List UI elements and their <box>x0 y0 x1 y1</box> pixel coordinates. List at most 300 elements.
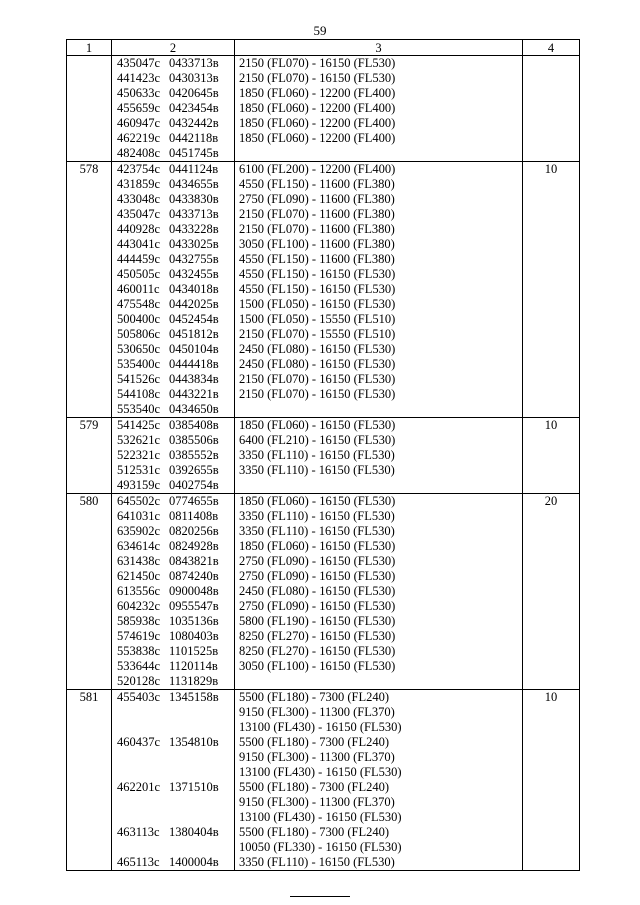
coordinates-cell <box>112 494 235 510</box>
coordinates-cell <box>112 222 235 237</box>
coordinates-cell <box>112 71 235 86</box>
column-header-1: 1 <box>67 40 112 56</box>
count-cell: 10 <box>523 418 580 434</box>
count-cell: 10 <box>523 162 580 178</box>
table-row <box>67 162 580 178</box>
count-cell <box>523 207 580 222</box>
table-row <box>67 780 580 795</box>
latitude-value: 641031с <box>117 509 161 523</box>
coordinates-cell <box>112 569 235 584</box>
coordinates-cell <box>112 86 235 101</box>
coordinates-cell <box>112 810 235 825</box>
latitude-value: 585938с <box>117 614 161 628</box>
latitude-value: 443041с <box>117 237 161 251</box>
longitude-value: 0433830в <box>169 192 219 206</box>
zone-number-cell <box>67 735 112 750</box>
zone-number-cell <box>67 629 112 644</box>
altitude-range-cell: 5500 (FL180) - 7300 (FL240) <box>235 780 523 795</box>
longitude-value: 0774655в <box>169 494 219 508</box>
altitude-range-cell: 4550 (FL150) - 16150 (FL530) <box>235 267 523 282</box>
table-row <box>67 56 580 72</box>
longitude-value: 0432755в <box>169 252 219 266</box>
coordinates-cell <box>112 614 235 629</box>
table-row <box>67 644 580 659</box>
altitude-range-cell: 5500 (FL180) - 7300 (FL240) <box>235 825 523 840</box>
table-row <box>67 765 580 780</box>
count-cell <box>523 599 580 614</box>
table-row <box>67 207 580 222</box>
latitude-value: 441423с <box>117 71 161 85</box>
altitude-range-cell: 2150 (FL070) - 16150 (FL530) <box>235 387 523 402</box>
count-cell <box>523 101 580 116</box>
coordinates-cell <box>112 131 235 146</box>
latitude-value: 645502с <box>117 494 161 508</box>
longitude-value: 1080403в <box>169 629 219 643</box>
coordinates-cell <box>112 750 235 765</box>
zone-number-cell <box>67 131 112 146</box>
latitude-value: 532621с <box>117 433 161 447</box>
altitude-range-cell: 8250 (FL270) - 16150 (FL530) <box>235 644 523 659</box>
longitude-value: 0420645в <box>169 86 219 100</box>
coordinates-cell <box>112 629 235 644</box>
count-cell <box>523 840 580 855</box>
coordinates-cell <box>112 56 235 72</box>
zone-number-cell <box>67 765 112 780</box>
altitude-range-cell: 2750 (FL090) - 16150 (FL530) <box>235 569 523 584</box>
longitude-value: 0432455в <box>169 267 219 281</box>
table-row <box>67 659 580 674</box>
count-cell <box>523 71 580 86</box>
latitude-value: 553838с <box>117 644 161 658</box>
altitude-range-cell <box>235 402 523 418</box>
altitude-range-cell: 2450 (FL080) - 16150 (FL530) <box>235 357 523 372</box>
latitude-value: 493159с <box>117 478 161 492</box>
coordinates-cell <box>112 237 235 252</box>
altitude-range-cell: 5500 (FL180) - 7300 (FL240) <box>235 735 523 750</box>
longitude-value: 0441124в <box>169 162 219 176</box>
longitude-value: 0442025в <box>169 297 219 311</box>
zone-number-cell <box>67 509 112 524</box>
altitude-range-cell: 1850 (FL060) - 12200 (FL400) <box>235 86 523 101</box>
latitude-value: 475548с <box>117 297 161 311</box>
table-row <box>67 855 580 871</box>
altitude-range-cell: 13100 (FL430) - 16150 (FL530) <box>235 720 523 735</box>
zone-number-cell <box>67 327 112 342</box>
count-cell <box>523 735 580 750</box>
latitude-value: 634614с <box>117 539 161 553</box>
zone-number-cell <box>67 780 112 795</box>
longitude-value: 1371510в <box>169 780 219 794</box>
count-cell <box>523 614 580 629</box>
longitude-value: 0385408в <box>169 418 219 432</box>
longitude-value: 0423454в <box>169 101 219 115</box>
zone-number-cell <box>67 192 112 207</box>
count-cell <box>523 433 580 448</box>
count-cell <box>523 795 580 810</box>
zone-number-cell <box>67 539 112 554</box>
altitude-range-cell <box>235 478 523 494</box>
latitude-value: 440928с <box>117 222 161 236</box>
longitude-value: 0900048в <box>169 584 219 598</box>
altitude-range-cell: 8250 (FL270) - 16150 (FL530) <box>235 629 523 644</box>
count-cell: 20 <box>523 494 580 510</box>
table-row <box>67 614 580 629</box>
zone-number-cell <box>67 71 112 86</box>
coordinates-cell <box>112 116 235 131</box>
altitude-range-cell: 13100 (FL430) - 16150 (FL530) <box>235 810 523 825</box>
table-row <box>67 146 580 162</box>
coordinates-cell <box>112 312 235 327</box>
count-cell: 10 <box>523 690 580 706</box>
zone-number-cell <box>67 282 112 297</box>
count-cell <box>523 554 580 569</box>
coordinates-cell <box>112 705 235 720</box>
column-header-4: 4 <box>523 40 580 56</box>
altitude-range-cell: 1850 (FL060) - 16150 (FL530) <box>235 494 523 510</box>
table-row <box>67 478 580 494</box>
table-row <box>67 494 580 510</box>
longitude-value: 0430313в <box>169 71 219 85</box>
latitude-value: 460437с <box>117 735 161 749</box>
altitude-range-cell: 3350 (FL110) - 16150 (FL530) <box>235 509 523 524</box>
altitude-range-cell: 1850 (FL060) - 12200 (FL400) <box>235 131 523 146</box>
coordinates-cell <box>112 584 235 599</box>
altitude-range-cell: 6400 (FL210) - 16150 (FL530) <box>235 433 523 448</box>
zone-number-cell <box>67 252 112 267</box>
table-row <box>67 524 580 539</box>
count-cell <box>523 659 580 674</box>
zone-number-cell <box>67 357 112 372</box>
latitude-value: 431859с <box>117 177 161 191</box>
count-cell <box>523 629 580 644</box>
altitude-range-cell: 1500 (FL050) - 16150 (FL530) <box>235 297 523 312</box>
longitude-value: 0820256в <box>169 524 219 538</box>
table-row <box>67 297 580 312</box>
zone-number-cell <box>67 433 112 448</box>
longitude-value: 0824928в <box>169 539 219 553</box>
zone-number-cell <box>67 825 112 840</box>
table-row <box>67 539 580 554</box>
zone-number-cell <box>67 387 112 402</box>
table-row <box>67 177 580 192</box>
table-row <box>67 387 580 402</box>
count-cell <box>523 402 580 418</box>
count-cell <box>523 237 580 252</box>
zone-number-cell <box>67 855 112 871</box>
longitude-value: 0385552в <box>169 448 219 462</box>
altitude-range-cell: 10050 (FL330) - 16150 (FL530) <box>235 840 523 855</box>
latitude-value: 535400с <box>117 357 161 371</box>
table-row <box>67 116 580 131</box>
table-row <box>67 735 580 750</box>
coordinates-cell <box>112 690 235 706</box>
coordinates-cell <box>112 192 235 207</box>
coordinates-cell <box>112 357 235 372</box>
zone-number-cell <box>67 101 112 116</box>
zone-number-cell <box>67 86 112 101</box>
altitude-range-cell: 2150 (FL070) - 16150 (FL530) <box>235 56 523 72</box>
table-row <box>67 192 580 207</box>
coordinates-cell <box>112 418 235 434</box>
coordinates-cell <box>112 780 235 795</box>
table-row <box>67 690 580 706</box>
header-row <box>67 40 580 56</box>
count-cell <box>523 825 580 840</box>
zone-number-cell: 580 <box>67 494 112 510</box>
latitude-value: 520128с <box>117 674 161 688</box>
latitude-value: 574619с <box>117 629 161 643</box>
coordinates-cell <box>112 162 235 178</box>
coordinates-cell <box>112 539 235 554</box>
column-header-3: 3 <box>235 40 523 56</box>
longitude-value: 0443221в <box>169 387 219 401</box>
zone-number-cell <box>67 342 112 357</box>
longitude-value: 0433228в <box>169 222 219 236</box>
count-cell <box>523 539 580 554</box>
zone-number-cell <box>67 297 112 312</box>
coordinates-cell <box>112 478 235 494</box>
longitude-value: 0432442в <box>169 116 219 130</box>
altitude-range-cell: 3350 (FL110) - 16150 (FL530) <box>235 524 523 539</box>
coordinates-cell <box>112 372 235 387</box>
longitude-value: 0434650в <box>169 402 219 416</box>
count-cell <box>523 252 580 267</box>
altitude-range-cell: 1850 (FL060) - 12200 (FL400) <box>235 101 523 116</box>
altitude-range-cell: 2450 (FL080) - 16150 (FL530) <box>235 584 523 599</box>
count-cell <box>523 584 580 599</box>
zone-number-cell <box>67 614 112 629</box>
latitude-value: 621450с <box>117 569 161 583</box>
coordinates-cell <box>112 855 235 871</box>
longitude-value: 1380404в <box>169 825 219 839</box>
table-row <box>67 795 580 810</box>
zone-number-cell <box>67 463 112 478</box>
altitude-range-cell: 1850 (FL060) - 12200 (FL400) <box>235 116 523 131</box>
latitude-value: 450633с <box>117 86 161 100</box>
count-cell <box>523 720 580 735</box>
latitude-value: 423754с <box>117 162 161 176</box>
latitude-value: 435047с <box>117 56 161 70</box>
latitude-value: 463113с <box>117 825 160 839</box>
latitude-value: 433048с <box>117 192 161 206</box>
count-cell <box>523 524 580 539</box>
zone-number-cell <box>67 402 112 418</box>
count-cell <box>523 765 580 780</box>
count-cell <box>523 222 580 237</box>
zone-number-cell <box>67 569 112 584</box>
table-row <box>67 629 580 644</box>
table-row <box>67 71 580 86</box>
zone-number-cell: 581 <box>67 690 112 706</box>
latitude-value: 604232с <box>117 599 161 613</box>
table-row <box>67 509 580 524</box>
coordinates-cell <box>112 267 235 282</box>
coordinates-cell <box>112 765 235 780</box>
zone-number-cell <box>67 146 112 162</box>
table-row <box>67 825 580 840</box>
coordinates-cell <box>112 674 235 690</box>
table-row <box>67 674 580 690</box>
latitude-value: 455659с <box>117 101 161 115</box>
table-row <box>67 357 580 372</box>
table-row <box>67 750 580 765</box>
count-cell <box>523 342 580 357</box>
longitude-value: 0451745в <box>169 146 219 160</box>
coordinates-cell <box>112 327 235 342</box>
zone-number-cell <box>67 116 112 131</box>
table-row <box>67 840 580 855</box>
latitude-value: 553540с <box>117 402 161 416</box>
altitude-range-cell: 9150 (FL300) - 11300 (FL370) <box>235 795 523 810</box>
altitude-range-cell: 6100 (FL200) - 12200 (FL400) <box>235 162 523 178</box>
count-cell <box>523 327 580 342</box>
altitude-range-cell: 3350 (FL110) - 16150 (FL530) <box>235 855 523 871</box>
altitude-range-cell: 2750 (FL090) - 16150 (FL530) <box>235 599 523 614</box>
longitude-value: 0385506в <box>169 433 219 447</box>
coordinates-cell <box>112 463 235 478</box>
zone-number-cell <box>67 840 112 855</box>
table-row <box>67 569 580 584</box>
zone-number-cell <box>67 750 112 765</box>
table-row <box>67 584 580 599</box>
latitude-value: 460011с <box>117 282 160 296</box>
longitude-value: 0442118в <box>169 131 219 145</box>
zone-number-cell <box>67 312 112 327</box>
table-row <box>67 312 580 327</box>
latitude-value: 462201с <box>117 780 161 794</box>
longitude-value: 1354810в <box>169 735 219 749</box>
table-row <box>67 418 580 434</box>
coordinates-cell <box>112 207 235 222</box>
altitude-range-cell: 1850 (FL060) - 16150 (FL530) <box>235 539 523 554</box>
table-row <box>67 267 580 282</box>
coordinates-cell <box>112 387 235 402</box>
latitude-value: 533644с <box>117 659 161 673</box>
longitude-value: 0450104в <box>169 342 219 356</box>
count-cell <box>523 705 580 720</box>
longitude-value: 0433713в <box>169 56 219 70</box>
table-row <box>67 252 580 267</box>
zone-number-cell: 579 <box>67 418 112 434</box>
longitude-value: 1400004в <box>169 855 219 869</box>
altitude-range-cell: 2750 (FL090) - 11600 (FL380) <box>235 192 523 207</box>
count-cell <box>523 297 580 312</box>
latitude-value: 613556с <box>117 584 161 598</box>
count-cell <box>523 116 580 131</box>
altitude-range-cell: 3050 (FL100) - 16150 (FL530) <box>235 659 523 674</box>
coordinates-cell <box>112 524 235 539</box>
table-row <box>67 402 580 418</box>
latitude-value: 455403с <box>117 690 161 704</box>
zone-number-cell <box>67 720 112 735</box>
coordinates-cell <box>112 644 235 659</box>
count-cell <box>523 387 580 402</box>
coordinates-cell <box>112 448 235 463</box>
coordinates-cell <box>112 177 235 192</box>
zone-number-cell <box>67 207 112 222</box>
longitude-value: 0433025в <box>169 237 219 251</box>
latitude-value: 450505с <box>117 267 161 281</box>
coordinates-cell <box>112 342 235 357</box>
coordinates-cell <box>112 252 235 267</box>
longitude-value: 0874240в <box>169 569 219 583</box>
altitude-range-cell: 4550 (FL150) - 11600 (FL380) <box>235 252 523 267</box>
coordinates-cell <box>112 402 235 418</box>
count-cell <box>523 855 580 871</box>
zone-number-cell <box>67 267 112 282</box>
zone-number-cell <box>67 524 112 539</box>
coordinates-cell <box>112 720 235 735</box>
longitude-value: 0392655в <box>169 463 219 477</box>
latitude-value: 530650с <box>117 342 161 356</box>
altitude-range-cell: 5800 (FL190) - 16150 (FL530) <box>235 614 523 629</box>
page-number: 59 <box>313 23 327 38</box>
coordinates-cell <box>112 659 235 674</box>
count-cell <box>523 372 580 387</box>
latitude-value: 444459с <box>117 252 161 266</box>
longitude-value: 0434655в <box>169 177 219 191</box>
latitude-value: 522321с <box>117 448 161 462</box>
altitude-range-cell: 3050 (FL100) - 11600 (FL380) <box>235 237 523 252</box>
altitude-range-cell: 2150 (FL070) - 16150 (FL530) <box>235 71 523 86</box>
longitude-value: 1345158в <box>169 690 219 704</box>
count-cell <box>523 86 580 101</box>
latitude-value: 544108с <box>117 387 161 401</box>
longitude-value: 0402754в <box>169 478 219 492</box>
coordinates-cell <box>112 297 235 312</box>
table-row <box>67 101 580 116</box>
count-cell <box>523 569 580 584</box>
longitude-value: 0452454в <box>169 312 219 326</box>
coordinates-cell <box>112 735 235 750</box>
altitude-range-cell: 3350 (FL110) - 16150 (FL530) <box>235 463 523 478</box>
table-row <box>67 705 580 720</box>
longitude-value: 1120114в <box>169 659 218 673</box>
table-row <box>67 222 580 237</box>
count-cell <box>523 146 580 162</box>
altitude-range-cell: 2750 (FL090) - 16150 (FL530) <box>235 554 523 569</box>
latitude-value: 635902с <box>117 524 161 538</box>
count-cell <box>523 312 580 327</box>
altitude-range-cell: 4550 (FL150) - 16150 (FL530) <box>235 282 523 297</box>
coordinates-cell <box>112 599 235 614</box>
latitude-value: 541425с <box>117 418 161 432</box>
count-cell <box>523 131 580 146</box>
longitude-value: 0843821в <box>169 554 219 568</box>
table-row <box>67 237 580 252</box>
table-row <box>67 131 580 146</box>
zone-number-cell <box>67 599 112 614</box>
altitude-range-cell: 9150 (FL300) - 11300 (FL370) <box>235 750 523 765</box>
altitude-range-cell: 3350 (FL110) - 16150 (FL530) <box>235 448 523 463</box>
zone-number-cell <box>67 372 112 387</box>
zone-number-cell <box>67 795 112 810</box>
altitude-range-cell: 2150 (FL070) - 16150 (FL530) <box>235 372 523 387</box>
zone-number-cell <box>67 237 112 252</box>
coordinates-cell <box>112 840 235 855</box>
table-row <box>67 810 580 825</box>
count-cell <box>523 478 580 494</box>
count-cell <box>523 192 580 207</box>
latitude-value: 465113с <box>117 855 160 869</box>
altitude-range-cell: 2150 (FL070) - 11600 (FL380) <box>235 222 523 237</box>
count-cell <box>523 463 580 478</box>
altitude-range-cell: 1850 (FL060) - 16150 (FL530) <box>235 418 523 434</box>
airspace-table <box>66 39 580 871</box>
count-cell <box>523 780 580 795</box>
zone-number-cell <box>67 810 112 825</box>
table-row <box>67 720 580 735</box>
